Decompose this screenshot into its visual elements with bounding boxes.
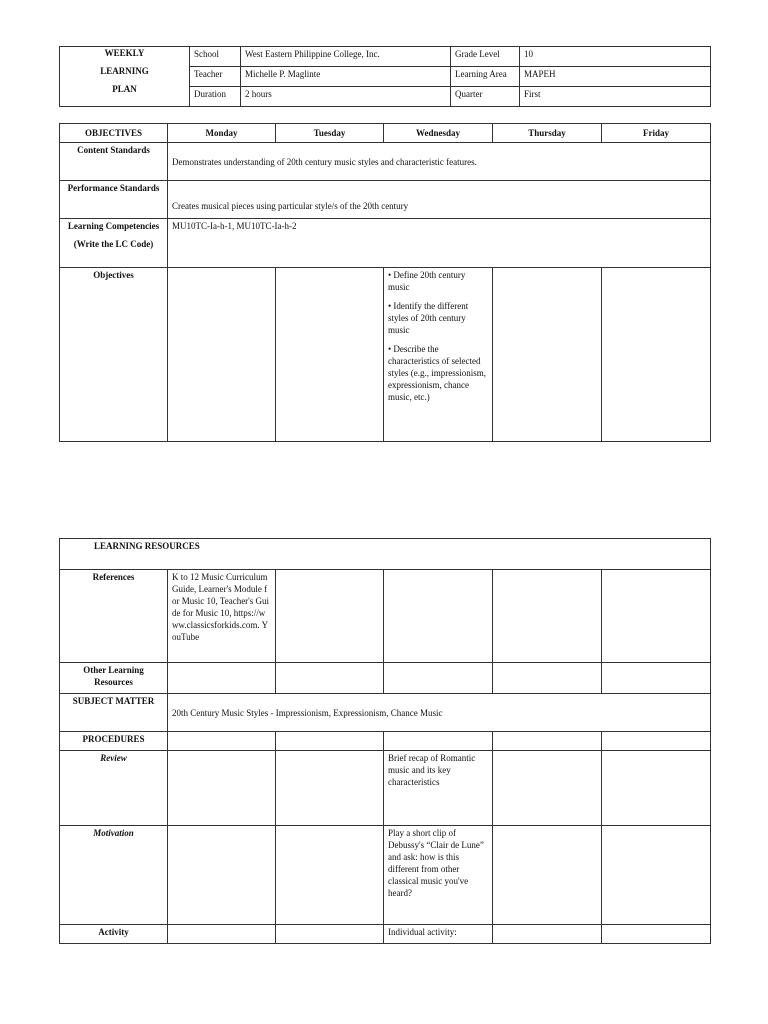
school-label: School — [190, 47, 241, 67]
activity-wednesday: Individual activity: — [384, 925, 493, 944]
column-header-thursday: Thursday — [493, 124, 602, 143]
references-friday — [602, 570, 711, 663]
procedures-monday — [168, 732, 276, 751]
other-resources-tuesday — [276, 663, 384, 694]
activity-thursday — [493, 925, 602, 944]
content-standards-value: Demonstrates understanding of 20th century music styles and characteristic features. — [168, 143, 711, 181]
quarter-value: First — [520, 87, 711, 107]
motivation-friday — [602, 826, 711, 925]
learning-resources-label: LEARNING RESOURCES — [60, 539, 711, 570]
procedures-friday — [602, 732, 711, 751]
other-resources-monday — [168, 663, 276, 694]
learning-competencies-note: (Write the LC Code) — [73, 239, 154, 249]
duration-value: 2 hours — [241, 87, 451, 107]
objective-item: • Define 20th century music — [388, 270, 466, 292]
objectives-wednesday — [384, 268, 493, 442]
activity-tuesday — [276, 925, 384, 944]
learning-area-label: Learning Area — [451, 67, 520, 87]
grade-level-value: 10 — [520, 47, 711, 67]
performance-standards-value: Creates musical pieces using particular style/s of the 20th century — [168, 181, 711, 219]
resources-table — [59, 538, 711, 944]
duration-label: Duration — [190, 87, 241, 107]
column-header-monday: Monday — [168, 124, 276, 143]
motivation-label: Motivation — [60, 826, 168, 925]
performance-standards-label: Performance Standards — [60, 181, 168, 219]
review-thursday — [493, 751, 602, 826]
references-thursday — [493, 570, 602, 663]
review-label: Review — [60, 751, 168, 826]
objective-item: • Identify the different styles of 20th century music — [388, 301, 469, 335]
procedures-tuesday — [276, 732, 384, 751]
objectives-monday — [168, 268, 276, 442]
objective-item: • Describe the characteristics of selected styles (e.g., impressionism, expressionism, chance music, etc.) — [388, 344, 486, 402]
objectives-tuesday — [276, 268, 384, 442]
column-header-wednesday: Wednesday — [384, 124, 493, 143]
other-resources-friday — [602, 663, 711, 694]
header-table — [59, 46, 711, 107]
procedures-thursday — [493, 732, 602, 751]
references-monday: K to 12 Music Curriculum Guide, Learner's Module for Music 10, Teacher's Guide for Music 10, https://www.classicsforkids.com. YouTube — [168, 570, 276, 663]
learning-area-value: MAPEH — [520, 67, 711, 87]
column-header-tuesday: Tuesday — [276, 124, 384, 143]
activity-monday — [168, 925, 276, 944]
references-label: References — [60, 570, 168, 663]
teacher-value: Michelle P. Maglinte — [241, 67, 451, 87]
objectives-thursday — [493, 268, 602, 442]
activity-friday — [602, 925, 711, 944]
references-tuesday — [276, 570, 384, 663]
plan-title-cell — [60, 47, 190, 107]
plan-title-line: PLAN — [112, 84, 137, 94]
subject-matter-value: 20th Century Music Styles - Impressionism, Expressionism, Chance Music — [168, 694, 711, 732]
learning-competencies-value: MU10TC-Ia-h-1, MU10TC-Ia-h-2 — [168, 219, 711, 268]
review-friday — [602, 751, 711, 826]
motivation-wednesday: Play a short clip of Debussy's “Clair de Lune” and ask: how is this different from other classical music you've heard? — [384, 826, 493, 925]
teacher-label: Teacher — [190, 67, 241, 87]
review-tuesday — [276, 751, 384, 826]
procedures-label: PROCEDURES — [60, 732, 168, 751]
other-resources-thursday — [493, 663, 602, 694]
column-header-friday: Friday — [602, 124, 711, 143]
grade-level-label: Grade Level — [451, 47, 520, 67]
review-monday — [168, 751, 276, 826]
content-standards-label: Content Standards — [60, 143, 168, 181]
motivation-monday — [168, 826, 276, 925]
objectives-table — [59, 123, 711, 442]
other-resources-wednesday — [384, 663, 493, 694]
activity-label: Activity — [60, 925, 168, 944]
subject-matter-label: SUBJECT MATTER — [60, 694, 168, 732]
learning-competencies-label-cell — [60, 219, 168, 268]
review-wednesday: Brief recap of Romantic music and its key characteristics — [384, 751, 493, 826]
plan-title-line: LEARNING — [100, 66, 149, 76]
column-header-objectives: OBJECTIVES — [60, 124, 168, 143]
procedures-wednesday — [384, 732, 493, 751]
quarter-label: Quarter — [451, 87, 520, 107]
motivation-thursday — [493, 826, 602, 925]
objectives-friday — [602, 268, 711, 442]
motivation-tuesday — [276, 826, 384, 925]
objectives-label: Objectives — [60, 268, 168, 442]
other-resources-label: Other Learning Resources — [60, 663, 168, 694]
school-value: West Eastern Philippine College, Inc. — [241, 47, 451, 67]
learning-competencies-label: Learning Competencies — [67, 221, 160, 231]
plan-title-line: WEEKLY — [104, 48, 145, 58]
references-wednesday — [384, 570, 493, 663]
